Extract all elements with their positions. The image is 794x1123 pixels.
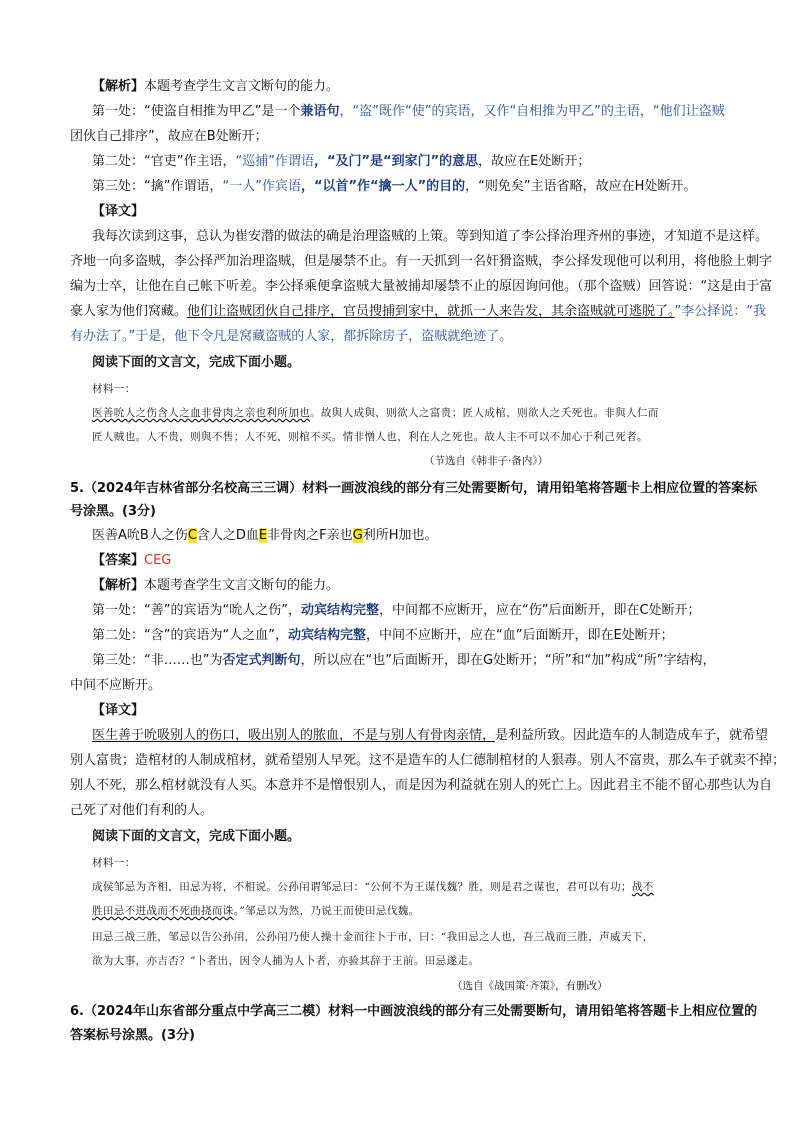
analysis-point-3: 第三处：“擒”作谓语，“一人”作宾语，“以首”作“擒一人”的目的，“则免矣”主语省略，故应在H处断开。 — [92, 179, 697, 194]
question-5-heading-cont: 号涂黑。(3分) — [70, 504, 156, 519]
analysis-point-2: 第二处：“含”的宾语为“人之血”，动宾结构完整，中间不应断开，应在“血”后面断开，即在E处断开； — [92, 628, 674, 643]
material-line: 匠人贼也。人不贵，则與不售；人不死，则棺不买。情非憎人也，利在人之死也。故人主不可以不加心于利己死者。 — [92, 431, 648, 443]
analysis-point-3: 第三处：“非……也”为否定式判断句，所以应在“也”后面断开，即在G处断开；“所”和“加”构成“所”字结构， — [92, 653, 716, 668]
translation-line: 豪人家为他们窝藏。他们让盗贼团伙自己排序，官员搜捕到家中，就抓一人来告发，其余盗贼就可逃脱了。”李公择说：“我 — [70, 304, 767, 319]
answer-tag: 【答案】 — [92, 553, 145, 568]
analysis-point-2: 第二处：“官吏”作主语，“巡捕”作谓语，“及门”是“到家门”的意思，故应在E处断开； — [92, 154, 591, 169]
option-e-highlight: E — [258, 528, 268, 543]
translation-line: 别人富贵；造棺材的人制成棺材，就希望别人早死。这不是造车的人仁德制棺材的人狠毒。别人不富贵，那么车子就卖不掉； — [70, 753, 786, 768]
question-6-heading: 6.（2024年山东省部分重点中学高三二模）材料一中画波浪线的部分有三处需要断句，请用铅笔将答题卡上相应位置的 — [70, 1004, 758, 1019]
sentence-with-options: 医善A吮B人之伤C含人之D血E非骨肉之F亲也G利所H加也。 — [92, 528, 438, 543]
analysis-line: 【解析】本题考查学生文言文断句的能力。 — [92, 578, 340, 593]
material-line: 田忌三战三胜，邹忌以告公孙闬，公孙闬乃使人操十金而往卜于市，曰：“我田忌之人也，吾三战而三胜，声威天下， — [92, 931, 654, 943]
translation-line: 我每次读到这事，总认为崔安潜的做法的确是治理盗贼的上策。等到知道了李公择治理齐州的事迹，才知道不是这样。 — [92, 229, 769, 244]
option-c-highlight: C — [187, 528, 197, 543]
analysis-point-3-cont: 中间不应断开。 — [70, 678, 162, 693]
analysis-point-1-cont: 团伙自己排序”，故应在B处断开； — [70, 129, 268, 144]
reading-instruction: 阅读下面的文言文，完成下面小题。 — [92, 829, 301, 844]
translation-tag: 【译文】 — [92, 204, 145, 219]
translation-line: 编为士卒，让他在自己帐下听差。李公择乘便拿盗贼大量被捕却屡禁不止的原因询问他。（那个盗贼）回答说：“这是由于富 — [70, 279, 773, 294]
analysis-point-1: 第一处：“善”的宾语为“吮人之伤”，动宾结构完整，中间都不应断开，应在“伤”后面断开，即在C处断开； — [92, 603, 701, 618]
material-label: 材料一： — [92, 383, 136, 395]
option-g-highlight: G — [352, 528, 363, 543]
analysis-tag: 【解析】 — [92, 79, 145, 94]
question-5-heading: 5.（2024年吉林省部分名校高三三调）材料一画波浪线的部分有三处需要断句，请用铅笔将答题卡上相应位置的答案标 — [70, 481, 758, 496]
translation-line: 别人不死，那么棺材就没有人买。本意并不是憎恨别人，而是因为利益就在别人的死亡上。因此君主不能不留心那些认为自 — [70, 778, 773, 793]
reading-instruction: 阅读下面的文言文，完成下面小题。 — [92, 355, 301, 370]
material-line: 医善吮人之伤含人之血非骨肉之亲也利所加也。故與人成與，则欲人之富贵；匠人成棺，则欲人之夭死也。非與人仁而 — [92, 407, 659, 419]
material-source: （节选自《韩非子·备内》） — [424, 455, 549, 467]
translation-line: 齐地一向多盗贼，李公择严加治理盗贼，但是屡禁不止。有一天抓到一名奸猾盗贼，李公择发现他可以利用，将他脸上刺字 — [70, 254, 773, 269]
translation-line: 己死了对他们有利的人。 — [70, 803, 214, 818]
material-line: 胜田忌不进战而不死曲挠而诛。”邹忌以为然，乃说王而使田忌伐魏。 — [92, 905, 420, 917]
analysis-tag: 【解析】 — [92, 578, 145, 593]
material-source: （选自《战国策·齐策》，有删改） — [452, 980, 608, 992]
material-label: 材料一： — [92, 857, 136, 869]
material-line: 成侯邹忌为齐相，田忌为将，不相说。公孙闬谓邹忌曰：“公何不为王谋伐魏？胜，则是君之谋也，君可以有功；战不 — [92, 881, 654, 893]
answer-line — [92, 552, 171, 570]
analysis-point-1: 第一处：“使盗自相推为甲乙”是一个兼语句，“盗”既作“使”的宾语，又作“自相推为甲乙”的主语，“他们让盗贼 — [92, 104, 725, 119]
translation-line: 医生善于吮吸别人的伤口，吸出别人的脓血，不是与别人有骨肉亲情，是利益所致。因此造车的人制造成车子，就希望 — [92, 728, 769, 743]
question-6-heading-cont: 答案标号涂黑。(3分) — [70, 1028, 195, 1043]
answer-value: CEG — [144, 553, 172, 568]
material-line: 欲为大事，亦吉否？”卜者出，因令人捕为人卜者，亦验其辞于王前。田忌遂走。 — [92, 955, 480, 967]
analysis-line: 【解析】本题考查学生文言文断句的能力。 — [92, 79, 340, 94]
translation-line: 有办法了。”于是，他下令凡是窝藏盗贼的人家，都拆除房子，盗贼就绝迹了。 — [70, 329, 513, 344]
translation-tag: 【译文】 — [92, 703, 145, 718]
